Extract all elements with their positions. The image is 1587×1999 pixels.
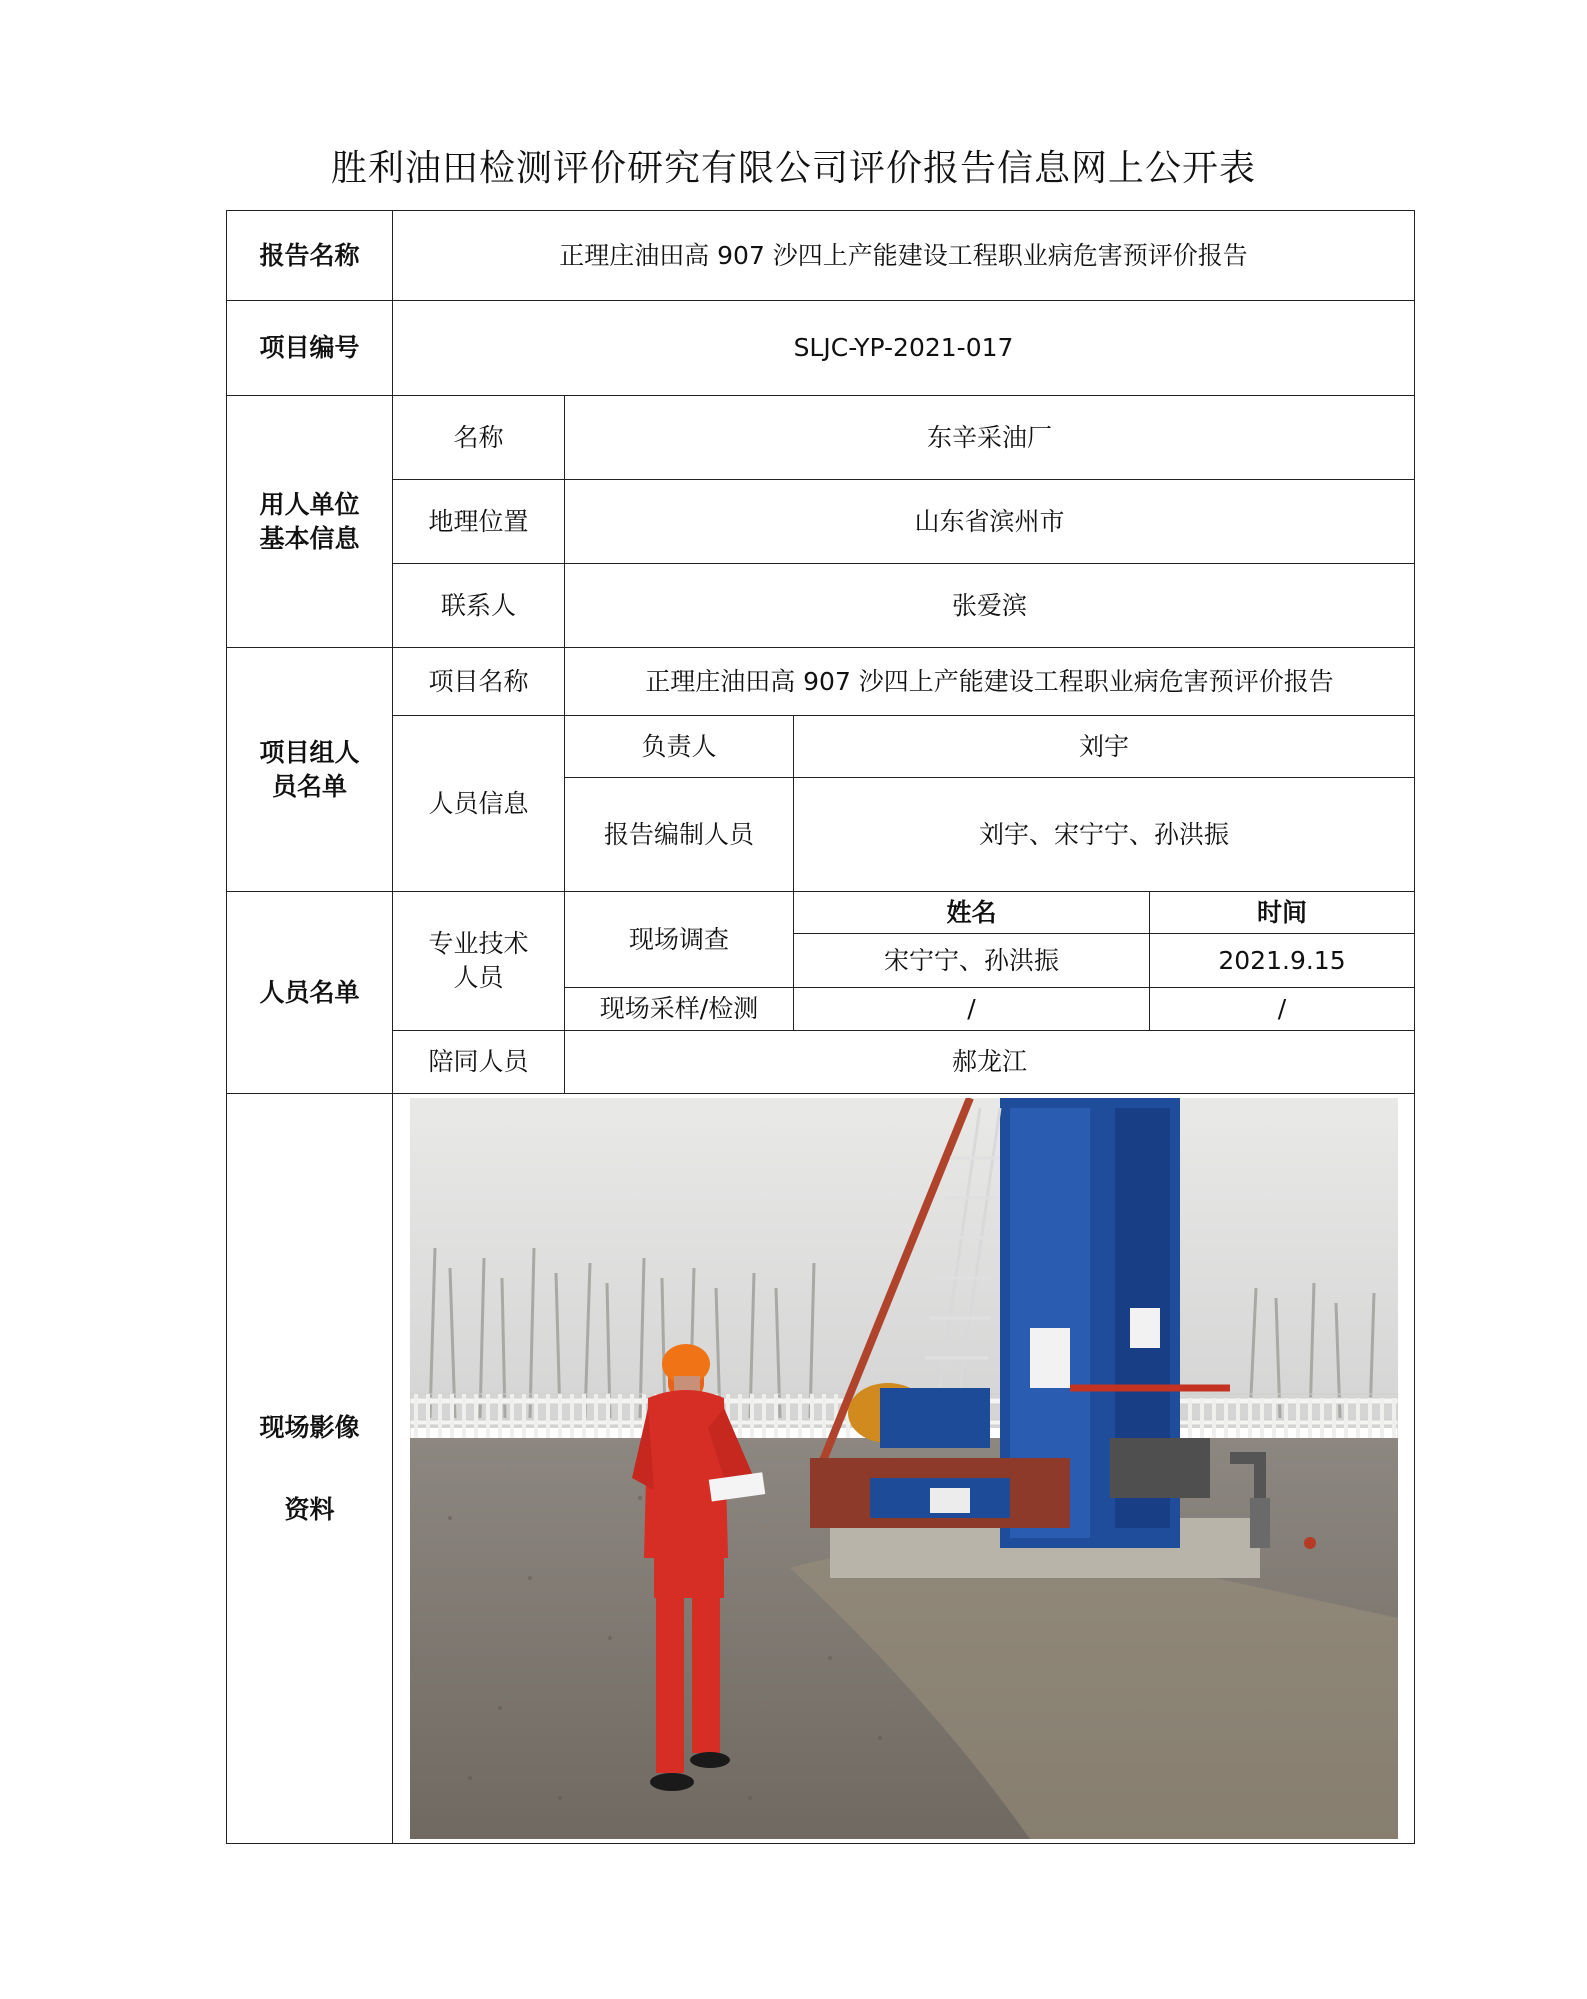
staff-section-label: 人员名单 xyxy=(227,892,393,1094)
employer-contact-value: 张爱滨 xyxy=(565,564,1415,648)
staff-tech-label-line2: 人员 xyxy=(453,963,504,992)
staff-accompany-value: 郝龙江 xyxy=(565,1031,1415,1094)
team-section-label-line1: 项目组人 xyxy=(259,737,360,767)
employer-name-value: 东辛采油厂 xyxy=(565,396,1415,480)
site-photo xyxy=(410,1098,1398,1839)
project-id-value: SLJC-YP-2021-017 xyxy=(393,301,1415,396)
team-section-label-line2: 员名单 xyxy=(271,771,347,801)
staff-tech-label xyxy=(393,892,565,1031)
photo-section-label xyxy=(227,1094,393,1844)
staff-sampling-time: / xyxy=(1150,988,1415,1031)
report-name-value: 正理庄油田高 907 沙四上产能建设工程职业病危害预评价报告 xyxy=(393,211,1415,301)
team-project-name-label: 项目名称 xyxy=(393,648,565,716)
team-authors-label: 报告编制人员 xyxy=(565,778,794,892)
staff-header-row xyxy=(227,892,1415,934)
employer-section-label-line1: 用人单位 xyxy=(259,489,360,519)
report-name-row xyxy=(227,211,1415,301)
team-personnel-label: 人员信息 xyxy=(393,716,565,892)
photo-section-label-line2: 资料 xyxy=(284,1494,335,1524)
team-project-name-value: 正理庄油田高 907 沙四上产能建设工程职业病危害预评价报告 xyxy=(565,648,1415,716)
staff-accompany-row xyxy=(227,1031,1415,1094)
page-title: 胜利油田检测评价研究有限公司评价报告信息网上公开表 xyxy=(330,148,1256,189)
employer-contact-label: 联系人 xyxy=(393,564,565,648)
staff-col-time: 时间 xyxy=(1150,892,1415,934)
project-id-label: 项目编号 xyxy=(227,301,393,396)
staff-sampling-label: 现场采样/检测 xyxy=(565,988,794,1031)
employer-section-label-line2: 基本信息 xyxy=(259,523,360,553)
employer-location-row xyxy=(227,480,1415,564)
project-id-row xyxy=(227,301,1415,396)
staff-col-name: 姓名 xyxy=(794,892,1150,934)
staff-tech-label-line1: 专业技术 xyxy=(428,929,529,959)
employer-location-label: 地理位置 xyxy=(393,480,565,564)
photo-section-label-line1: 现场影像 xyxy=(259,1412,360,1442)
staff-survey-names: 宋宁宁、孙洪振 xyxy=(794,934,1150,988)
report-name-label: 报告名称 xyxy=(227,211,393,301)
team-lead-row xyxy=(227,716,1415,778)
employer-section-label xyxy=(227,396,393,648)
photo-cell xyxy=(393,1094,1415,1844)
staff-survey-time: 2021.9.15 xyxy=(1150,934,1415,988)
employer-location-value: 山东省滨州市 xyxy=(565,480,1415,564)
staff-survey-label: 现场调查 xyxy=(565,892,794,988)
staff-sampling-names: / xyxy=(794,988,1150,1031)
photo-row xyxy=(227,1094,1415,1844)
team-section-label xyxy=(227,648,393,892)
team-authors-value: 刘宇、宋宁宁、孙洪振 xyxy=(794,778,1415,892)
team-lead-label: 负责人 xyxy=(565,716,794,778)
employer-name-label: 名称 xyxy=(393,396,565,480)
staff-accompany-label: 陪同人员 xyxy=(393,1031,565,1094)
team-project-row xyxy=(227,648,1415,716)
info-table xyxy=(226,210,1415,1844)
team-lead-value: 刘宇 xyxy=(794,716,1415,778)
employer-name-row xyxy=(227,396,1415,480)
employer-contact-row xyxy=(227,564,1415,648)
